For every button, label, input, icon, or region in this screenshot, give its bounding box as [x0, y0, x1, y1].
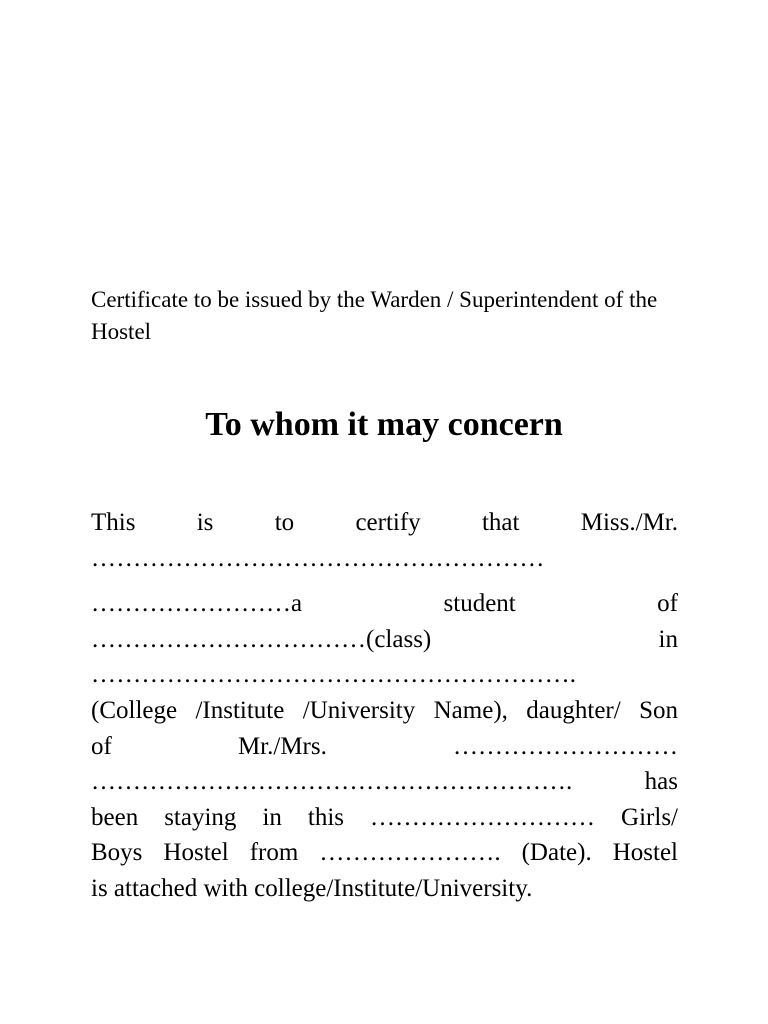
body-line: Boys Hostel from …………………. (Date). Hostel	[91, 839, 678, 867]
body-line: This is to certify that Miss./Mr.	[91, 509, 678, 536]
body-line: is attached with college/Institute/University.	[91, 874, 533, 902]
body-line: …………………………………………………. has	[91, 768, 678, 796]
body-line: ……………………a student of	[91, 590, 678, 618]
paragraph-gap	[91, 576, 678, 586]
body-line: ………………………………………………….	[91, 661, 577, 689]
body-line: been staying in this ……………………… Girls/	[91, 803, 678, 831]
body-line: (College /Institute /University Name), daughter/ Son	[91, 696, 678, 724]
certificate-intro: Certificate to be issued by the Warden / Superintendent of the Hostel	[91, 287, 658, 344]
body-line: of Mr./Mrs. ………………………	[91, 732, 678, 760]
page-title: To whom it may concern	[205, 406, 563, 443]
body-line: ………………………………………………	[91, 544, 545, 572]
body-line: ……………………………(class) in	[91, 625, 678, 653]
certificate-body	[91, 505, 678, 907]
